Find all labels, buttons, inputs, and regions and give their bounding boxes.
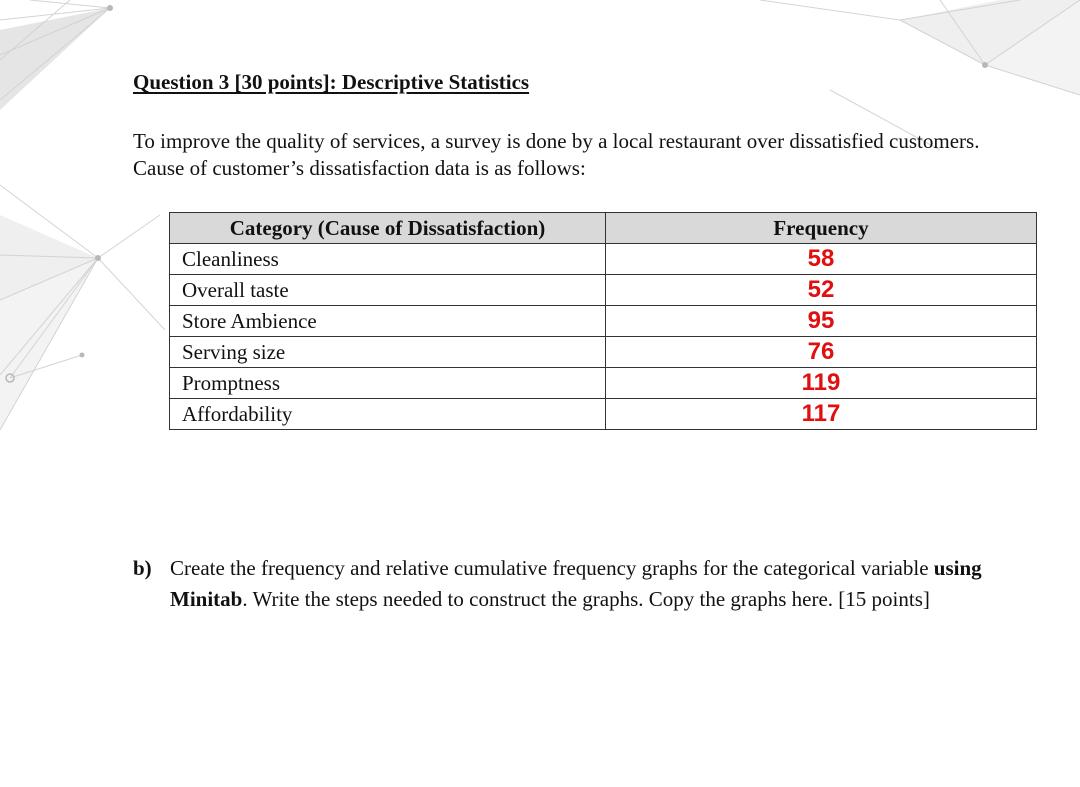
category-cell: Overall taste <box>170 275 606 306</box>
frequency-cell: 119 <box>606 368 1037 399</box>
frequency-cell: 76 <box>606 337 1037 368</box>
category-cell: Serving size <box>170 337 606 368</box>
frequency-cell: 52 <box>606 275 1037 306</box>
part-b-text <box>170 553 1048 615</box>
table-row <box>170 337 1037 368</box>
table-row <box>170 368 1037 399</box>
table-row <box>170 275 1037 306</box>
table-row <box>170 399 1037 430</box>
header-frequency: Frequency <box>606 213 1037 244</box>
table-header-row <box>170 213 1037 244</box>
question-intro: To improve the quality of services, a survey is done by a local restaurant over dissatisfied customers. Cause of customer’s dissatisfaction data is as follows: <box>133 129 980 180</box>
table-row <box>170 244 1037 275</box>
frequency-cell: 58 <box>606 244 1037 275</box>
part-b-label: b) <box>133 556 152 580</box>
table-row <box>170 306 1037 337</box>
frequency-cell: 95 <box>606 306 1037 337</box>
category-cell: Affordability <box>170 399 606 430</box>
header-category: Category (Cause of Dissatisfaction) <box>170 213 606 244</box>
category-cell: Promptness <box>170 368 606 399</box>
part-b-text-start: Create the frequency and relative cumulative frequency graphs for the categorical variable <box>170 556 934 580</box>
frequency-cell: 117 <box>606 399 1037 430</box>
part-b <box>133 553 1048 615</box>
part-b-text-end: . Write the steps needed to construct the graphs. Copy the graphs here. [15 points] <box>242 587 930 611</box>
category-cell: Store Ambience <box>170 306 606 337</box>
frequency-table <box>169 212 1037 430</box>
part-b-text-bold: using Minitab <box>170 556 982 611</box>
question-title: Question 3 [30 points]: Descriptive Statistics <box>133 70 530 94</box>
category-cell: Cleanliness <box>170 244 606 275</box>
